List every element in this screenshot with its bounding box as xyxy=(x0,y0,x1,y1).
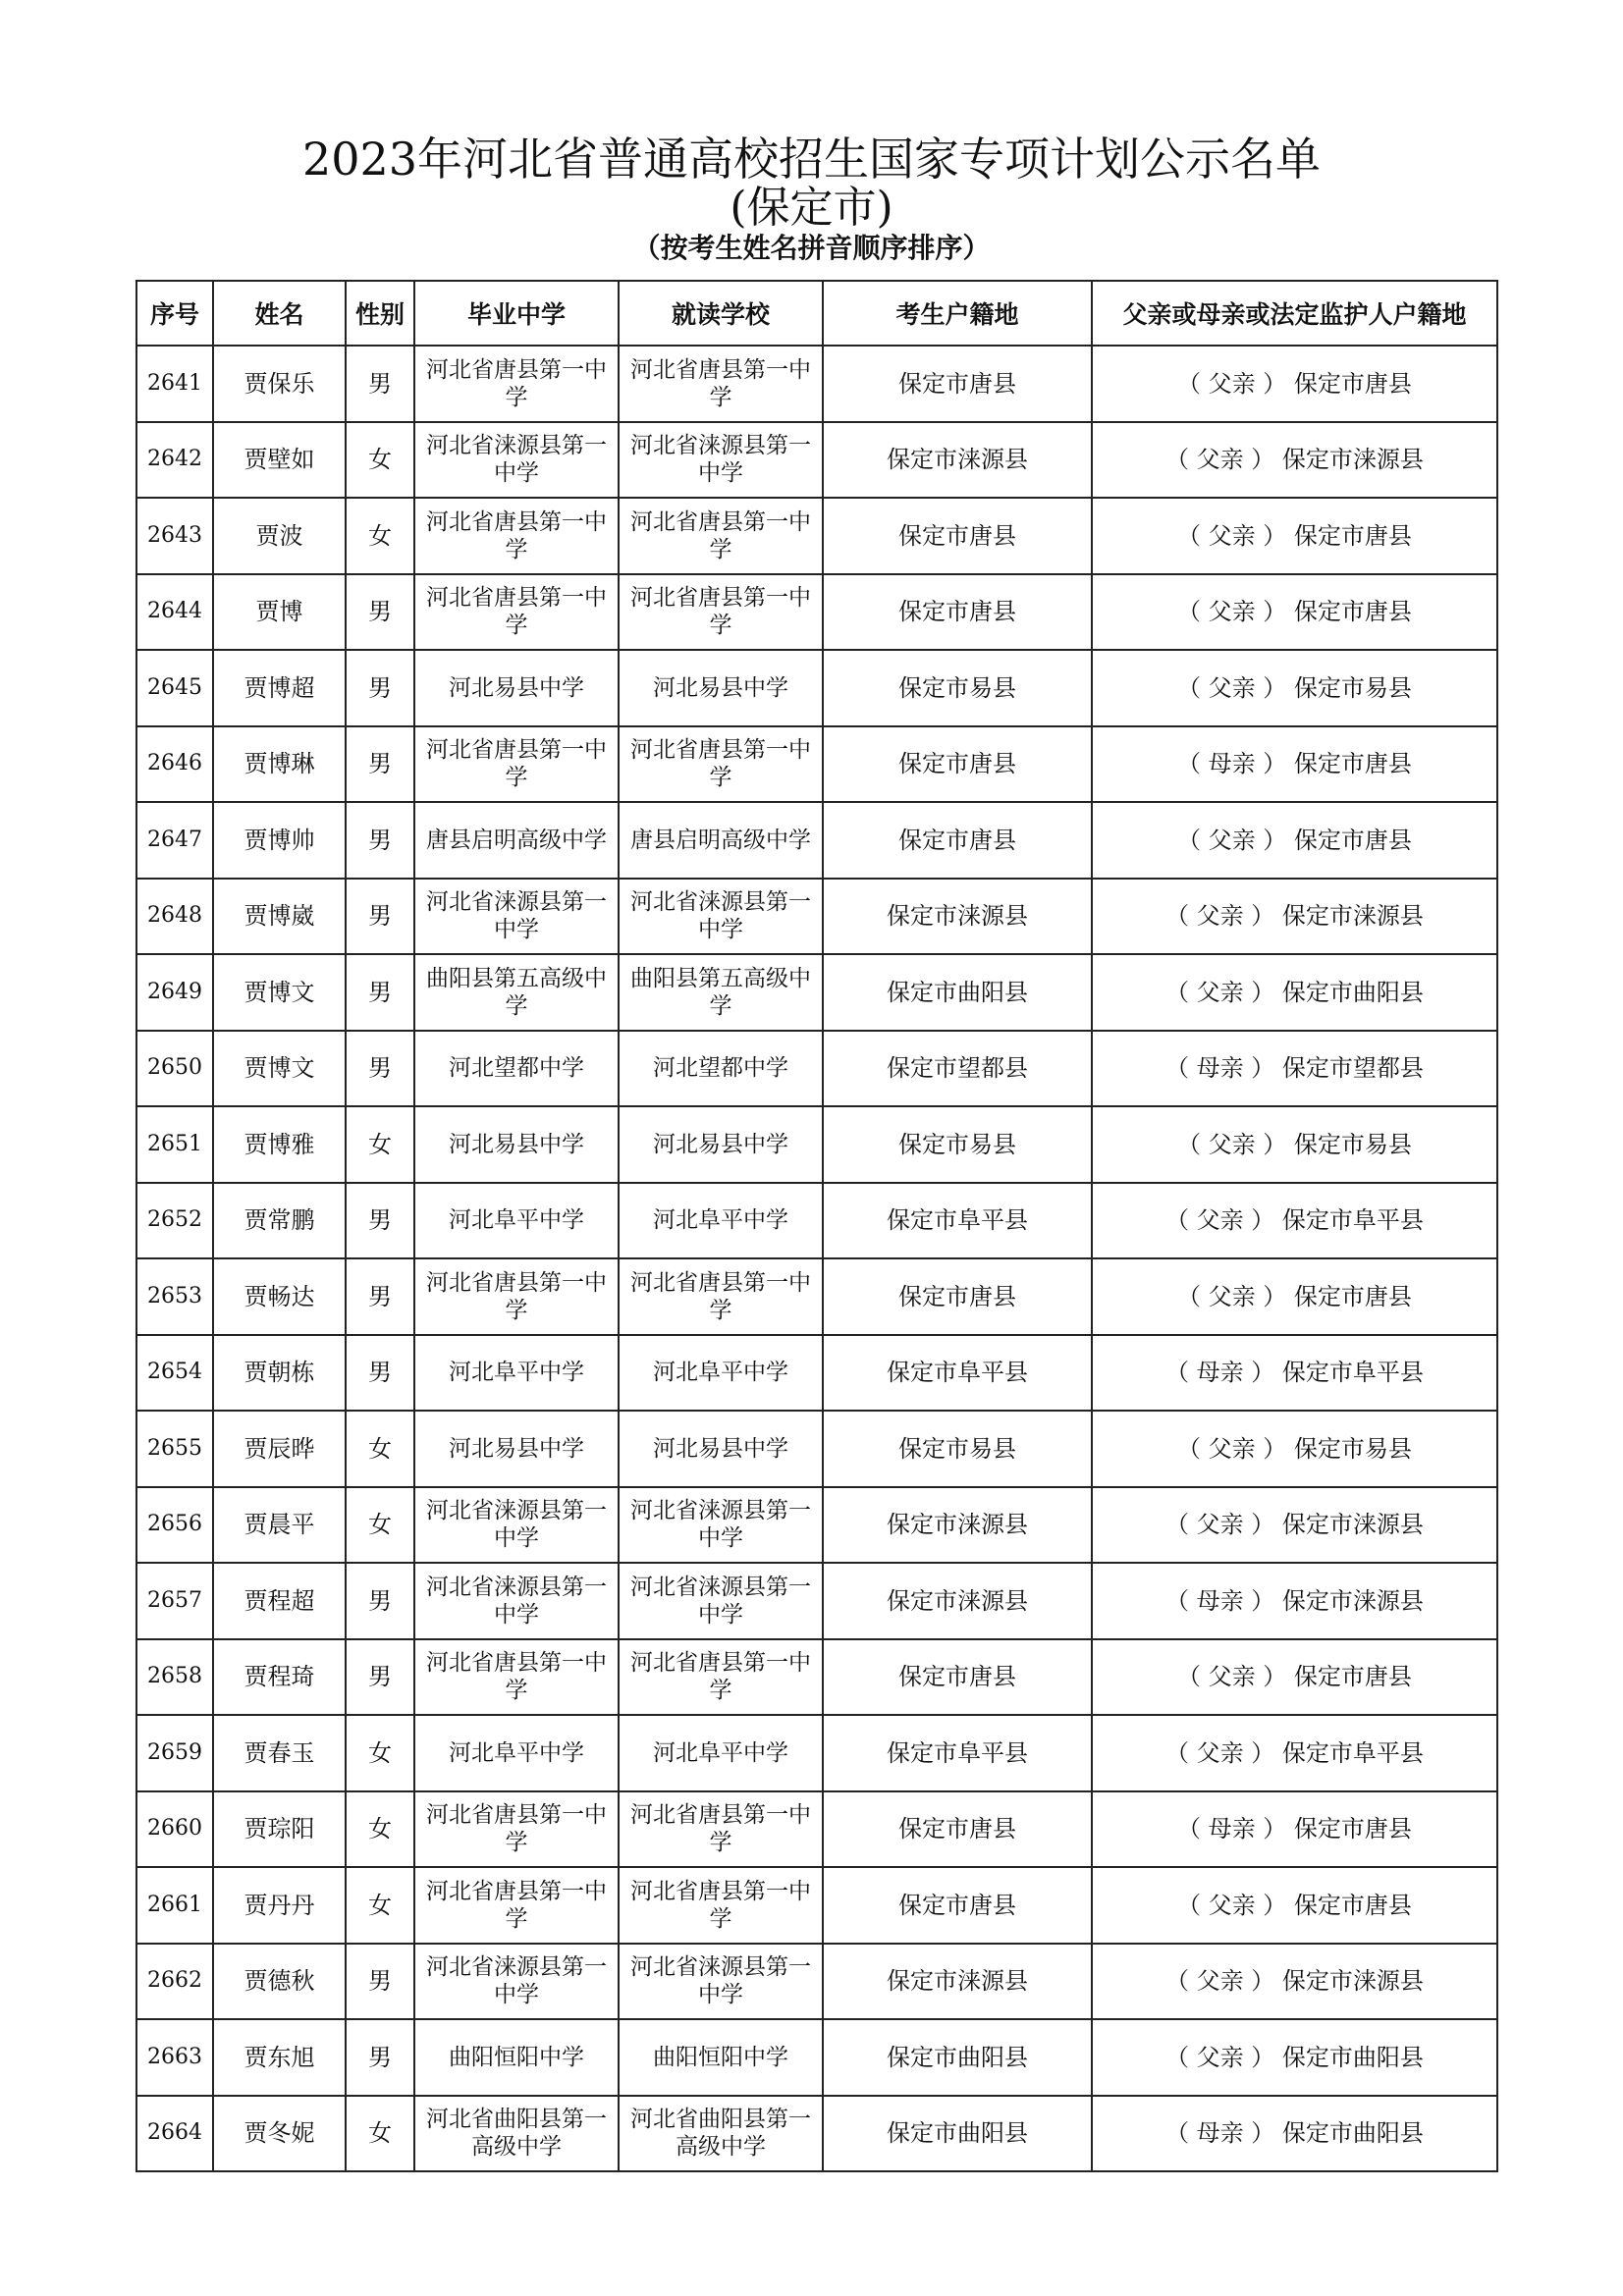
cell-name: 贾波 xyxy=(213,498,346,574)
header-name: 姓名 xyxy=(213,281,346,346)
table-row xyxy=(136,1867,1497,1944)
table-row xyxy=(136,574,1497,651)
cell-student-hukou: 保定市曲阳县 xyxy=(823,2096,1092,2172)
page-title: 2023年河北省普通高校招生国家专项计划公示名单 xyxy=(301,133,1322,186)
cell-graduation-school: 河北省曲阳县第一高级中学 xyxy=(414,2096,619,2172)
header-guardian-hukou: 父亲或母亲或法定监护人户籍地 xyxy=(1092,281,1497,346)
cell-student-hukou: 保定市曲阳县 xyxy=(823,954,1092,1031)
cell-gender: 女 xyxy=(346,1867,414,1944)
cell-name: 贾博崴 xyxy=(213,879,346,955)
cell-guardian-hukou: （ 父亲 ） 保定市涞源县 xyxy=(1092,1944,1497,2020)
cell-graduation-school: 河北省唐县第一中学 xyxy=(414,346,619,422)
cell-name: 贾壁如 xyxy=(213,422,346,499)
cell-graduation-school: 曲阳恒阳中学 xyxy=(414,2019,619,2096)
table-row xyxy=(136,1487,1497,1564)
cell-guardian-hukou: （ 母亲 ） 保定市阜平县 xyxy=(1092,1335,1497,1412)
cell-guardian-hukou: （ 父亲 ） 保定市唐县 xyxy=(1092,1258,1497,1335)
cell-gender: 女 xyxy=(346,1411,414,1487)
cell-current-school: 河北阜平中学 xyxy=(619,1715,823,1791)
cell-current-school: 曲阳县第五高级中学 xyxy=(619,954,823,1031)
cell-index: 2646 xyxy=(136,726,213,803)
cell-index: 2660 xyxy=(136,1791,213,1868)
table-row xyxy=(136,2096,1497,2172)
cell-guardian-hukou: （ 父亲 ） 保定市阜平县 xyxy=(1092,1715,1497,1791)
cell-graduation-school: 河北省涞源县第一中学 xyxy=(414,422,619,499)
cell-name: 贾晨平 xyxy=(213,1487,346,1564)
cell-graduation-school: 河北省涞源县第一中学 xyxy=(414,879,619,955)
cell-student-hukou: 保定市涞源县 xyxy=(823,879,1092,955)
cell-index: 2643 xyxy=(136,498,213,574)
cell-current-school: 河北望都中学 xyxy=(619,1031,823,1107)
cell-student-hukou: 保定市唐县 xyxy=(823,1258,1092,1335)
cell-gender: 男 xyxy=(346,574,414,651)
table-row xyxy=(136,1031,1497,1107)
header-graduation-school: 毕业中学 xyxy=(414,281,619,346)
cell-graduation-school: 河北易县中学 xyxy=(414,1106,619,1183)
cell-student-hukou: 保定市涞源县 xyxy=(823,1487,1092,1564)
cell-gender: 男 xyxy=(346,1639,414,1716)
cell-gender: 男 xyxy=(346,954,414,1031)
cell-index: 2656 xyxy=(136,1487,213,1564)
cell-gender: 男 xyxy=(346,1563,414,1639)
header-current-school: 就读学校 xyxy=(619,281,823,346)
cell-student-hukou: 保定市涞源县 xyxy=(823,1944,1092,2020)
cell-index: 2645 xyxy=(136,650,213,726)
cell-gender: 男 xyxy=(346,1944,414,2020)
cell-index: 2663 xyxy=(136,2019,213,2096)
cell-gender: 女 xyxy=(346,1715,414,1791)
cell-name: 贾春玉 xyxy=(213,1715,346,1791)
table-row xyxy=(136,1639,1497,1716)
cell-graduation-school: 河北易县中学 xyxy=(414,1411,619,1487)
cell-name: 贾辰晔 xyxy=(213,1411,346,1487)
cell-current-school: 河北省唐县第一中学 xyxy=(619,726,823,803)
cell-student-hukou: 保定市阜平县 xyxy=(823,1715,1092,1791)
cell-guardian-hukou: （ 母亲 ） 保定市望都县 xyxy=(1092,1031,1497,1107)
cell-guardian-hukou: （ 母亲 ） 保定市涞源县 xyxy=(1092,1563,1497,1639)
cell-gender: 女 xyxy=(346,1487,414,1564)
cell-gender: 男 xyxy=(346,802,414,879)
cell-guardian-hukou: （ 父亲 ） 保定市曲阳县 xyxy=(1092,954,1497,1031)
cell-index: 2655 xyxy=(136,1411,213,1487)
cell-index: 2642 xyxy=(136,422,213,499)
cell-index: 2654 xyxy=(136,1335,213,1412)
cell-index: 2641 xyxy=(136,346,213,422)
cell-name: 贾博文 xyxy=(213,1031,346,1107)
cell-index: 2644 xyxy=(136,574,213,651)
cell-name: 贾博文 xyxy=(213,954,346,1031)
cell-graduation-school: 河北省涞源县第一中学 xyxy=(414,1563,619,1639)
cell-gender: 男 xyxy=(346,1183,414,1259)
cell-guardian-hukou: （ 父亲 ） 保定市涞源县 xyxy=(1092,1487,1497,1564)
cell-current-school: 河北省涞源县第一中学 xyxy=(619,1487,823,1564)
cell-guardian-hukou: （ 父亲 ） 保定市唐县 xyxy=(1092,498,1497,574)
cell-gender: 女 xyxy=(346,422,414,499)
cell-current-school: 曲阳恒阳中学 xyxy=(619,2019,823,2096)
cell-gender: 男 xyxy=(346,2019,414,2096)
cell-name: 贾冬妮 xyxy=(213,2096,346,2172)
cell-current-school: 河北省曲阳县第一高级中学 xyxy=(619,2096,823,2172)
cell-graduation-school: 河北阜平中学 xyxy=(414,1183,619,1259)
header-index: 序号 xyxy=(136,281,213,346)
cell-student-hukou: 保定市易县 xyxy=(823,1411,1092,1487)
cell-current-school: 河北省唐县第一中学 xyxy=(619,1639,823,1716)
sort-note: （按考生姓名拼音顺序排序） xyxy=(632,232,991,264)
table-row xyxy=(136,650,1497,726)
cell-current-school: 河北易县中学 xyxy=(619,1411,823,1487)
cell-guardian-hukou: （ 母亲 ） 保定市唐县 xyxy=(1092,726,1497,803)
cell-index: 2651 xyxy=(136,1106,213,1183)
page-subtitle: (保定市) xyxy=(730,183,893,233)
cell-name: 贾常鹏 xyxy=(213,1183,346,1259)
cell-guardian-hukou: （ 父亲 ） 保定市唐县 xyxy=(1092,1639,1497,1716)
cell-student-hukou: 保定市易县 xyxy=(823,1106,1092,1183)
cell-index: 2647 xyxy=(136,802,213,879)
cell-name: 贾博超 xyxy=(213,650,346,726)
cell-index: 2661 xyxy=(136,1867,213,1944)
cell-index: 2659 xyxy=(136,1715,213,1791)
table-row xyxy=(136,1715,1497,1791)
cell-name: 贾博雅 xyxy=(213,1106,346,1183)
table-row xyxy=(136,1258,1497,1335)
roster-table xyxy=(135,280,1498,2172)
cell-current-school: 河北省涞源县第一中学 xyxy=(619,1944,823,2020)
cell-guardian-hukou: （ 父亲 ） 保定市唐县 xyxy=(1092,1867,1497,1944)
table-body xyxy=(136,346,1497,2171)
header-student-hukou: 考生户籍地 xyxy=(823,281,1092,346)
cell-graduation-school: 河北省唐县第一中学 xyxy=(414,1258,619,1335)
cell-name: 贾博琳 xyxy=(213,726,346,803)
cell-index: 2657 xyxy=(136,1563,213,1639)
cell-student-hukou: 保定市曲阳县 xyxy=(823,2019,1092,2096)
cell-gender: 男 xyxy=(346,346,414,422)
cell-index: 2650 xyxy=(136,1031,213,1107)
cell-graduation-school: 河北省唐县第一中学 xyxy=(414,574,619,651)
table-row xyxy=(136,954,1497,1031)
cell-student-hukou: 保定市唐县 xyxy=(823,726,1092,803)
cell-student-hukou: 保定市唐县 xyxy=(823,1639,1092,1716)
cell-student-hukou: 保定市唐县 xyxy=(823,574,1092,651)
cell-name: 贾东旭 xyxy=(213,2019,346,2096)
cell-gender: 男 xyxy=(346,650,414,726)
cell-name: 贾程琦 xyxy=(213,1639,346,1716)
table-row xyxy=(136,1335,1497,1412)
cell-current-school: 河北易县中学 xyxy=(619,650,823,726)
cell-current-school: 河北阜平中学 xyxy=(619,1183,823,1259)
cell-student-hukou: 保定市唐县 xyxy=(823,498,1092,574)
cell-index: 2664 xyxy=(136,2096,213,2172)
cell-graduation-school: 河北省唐县第一中学 xyxy=(414,1867,619,1944)
cell-index: 2652 xyxy=(136,1183,213,1259)
cell-guardian-hukou: （ 父亲 ） 保定市涞源县 xyxy=(1092,879,1497,955)
cell-name: 贾琮阳 xyxy=(213,1791,346,1868)
cell-index: 2658 xyxy=(136,1639,213,1716)
cell-graduation-school: 河北省唐县第一中学 xyxy=(414,498,619,574)
cell-guardian-hukou: （ 父亲 ） 保定市易县 xyxy=(1092,1411,1497,1487)
cell-graduation-school: 曲阳县第五高级中学 xyxy=(414,954,619,1031)
cell-guardian-hukou: （ 父亲 ） 保定市涞源县 xyxy=(1092,422,1497,499)
cell-gender: 女 xyxy=(346,1791,414,1868)
cell-student-hukou: 保定市阜平县 xyxy=(823,1183,1092,1259)
cell-student-hukou: 保定市易县 xyxy=(823,650,1092,726)
cell-name: 贾德秋 xyxy=(213,1944,346,2020)
table-row xyxy=(136,1411,1497,1487)
cell-graduation-school: 河北省涞源县第一中学 xyxy=(414,1944,619,2020)
cell-name: 贾丹丹 xyxy=(213,1867,346,1944)
cell-student-hukou: 保定市唐县 xyxy=(823,1791,1092,1868)
cell-index: 2648 xyxy=(136,879,213,955)
table-row xyxy=(136,498,1497,574)
cell-guardian-hukou: （ 母亲 ） 保定市曲阳县 xyxy=(1092,2096,1497,2172)
cell-student-hukou: 保定市望都县 xyxy=(823,1031,1092,1107)
cell-index: 2649 xyxy=(136,954,213,1031)
cell-graduation-school: 河北省唐县第一中学 xyxy=(414,1791,619,1868)
cell-name: 贾朝栋 xyxy=(213,1335,346,1412)
cell-guardian-hukou: （ 父亲 ） 保定市唐县 xyxy=(1092,574,1497,651)
cell-gender: 男 xyxy=(346,1031,414,1107)
cell-gender: 女 xyxy=(346,1106,414,1183)
cell-guardian-hukou: （ 父亲 ） 保定市易县 xyxy=(1092,1106,1497,1183)
table-row xyxy=(136,802,1497,879)
cell-index: 2653 xyxy=(136,1258,213,1335)
cell-graduation-school: 河北阜平中学 xyxy=(414,1715,619,1791)
cell-current-school: 河北省涞源县第一中学 xyxy=(619,422,823,499)
cell-student-hukou: 保定市唐县 xyxy=(823,1867,1092,1944)
cell-gender: 男 xyxy=(346,1335,414,1412)
table-row xyxy=(136,879,1497,955)
table-row xyxy=(136,2019,1497,2096)
table-row xyxy=(136,1106,1497,1183)
cell-gender: 男 xyxy=(346,879,414,955)
cell-gender: 女 xyxy=(346,2096,414,2172)
table-row xyxy=(136,422,1497,499)
cell-current-school: 唐县启明高级中学 xyxy=(619,802,823,879)
cell-gender: 男 xyxy=(346,726,414,803)
cell-name: 贾博帅 xyxy=(213,802,346,879)
cell-graduation-school: 河北阜平中学 xyxy=(414,1335,619,1412)
cell-current-school: 河北省唐县第一中学 xyxy=(619,574,823,651)
cell-student-hukou: 保定市阜平县 xyxy=(823,1335,1092,1412)
cell-name: 贾畅达 xyxy=(213,1258,346,1335)
table-header-row xyxy=(136,281,1497,346)
header-gender: 性别 xyxy=(346,281,414,346)
cell-current-school: 河北省唐县第一中学 xyxy=(619,346,823,422)
cell-graduation-school: 河北省唐县第一中学 xyxy=(414,726,619,803)
table-row xyxy=(136,1563,1497,1639)
cell-current-school: 河北易县中学 xyxy=(619,1106,823,1183)
cell-guardian-hukou: （ 父亲 ） 保定市阜平县 xyxy=(1092,1183,1497,1259)
cell-current-school: 河北省唐县第一中学 xyxy=(619,1791,823,1868)
cell-guardian-hukou: （ 父亲 ） 保定市曲阳县 xyxy=(1092,2019,1497,2096)
cell-current-school: 河北省唐县第一中学 xyxy=(619,1867,823,1944)
cell-student-hukou: 保定市唐县 xyxy=(823,346,1092,422)
cell-current-school: 河北阜平中学 xyxy=(619,1335,823,1412)
cell-name: 贾保乐 xyxy=(213,346,346,422)
table-row xyxy=(136,1791,1497,1868)
cell-gender: 女 xyxy=(346,498,414,574)
cell-graduation-school: 河北省唐县第一中学 xyxy=(414,1639,619,1716)
cell-current-school: 河北省涞源县第一中学 xyxy=(619,1563,823,1639)
cell-current-school: 河北省涞源县第一中学 xyxy=(619,879,823,955)
cell-current-school: 河北省唐县第一中学 xyxy=(619,1258,823,1335)
cell-student-hukou: 保定市涞源县 xyxy=(823,422,1092,499)
table-row xyxy=(136,1944,1497,2020)
cell-gender: 男 xyxy=(346,1258,414,1335)
cell-name: 贾博 xyxy=(213,574,346,651)
cell-guardian-hukou: （ 父亲 ） 保定市唐县 xyxy=(1092,346,1497,422)
table-row xyxy=(136,346,1497,422)
cell-student-hukou: 保定市涞源县 xyxy=(823,1563,1092,1639)
cell-graduation-school: 唐县启明高级中学 xyxy=(414,802,619,879)
table-row xyxy=(136,726,1497,803)
cell-name: 贾程超 xyxy=(213,1563,346,1639)
table-row xyxy=(136,1183,1497,1259)
cell-graduation-school: 河北省涞源县第一中学 xyxy=(414,1487,619,1564)
cell-graduation-school: 河北望都中学 xyxy=(414,1031,619,1107)
cell-student-hukou: 保定市唐县 xyxy=(823,802,1092,879)
cell-guardian-hukou: （ 父亲 ） 保定市易县 xyxy=(1092,650,1497,726)
cell-current-school: 河北省唐县第一中学 xyxy=(619,498,823,574)
cell-guardian-hukou: （ 父亲 ） 保定市唐县 xyxy=(1092,802,1497,879)
cell-graduation-school: 河北易县中学 xyxy=(414,650,619,726)
cell-index: 2662 xyxy=(136,1944,213,2020)
cell-guardian-hukou: （ 母亲 ） 保定市唐县 xyxy=(1092,1791,1497,1868)
